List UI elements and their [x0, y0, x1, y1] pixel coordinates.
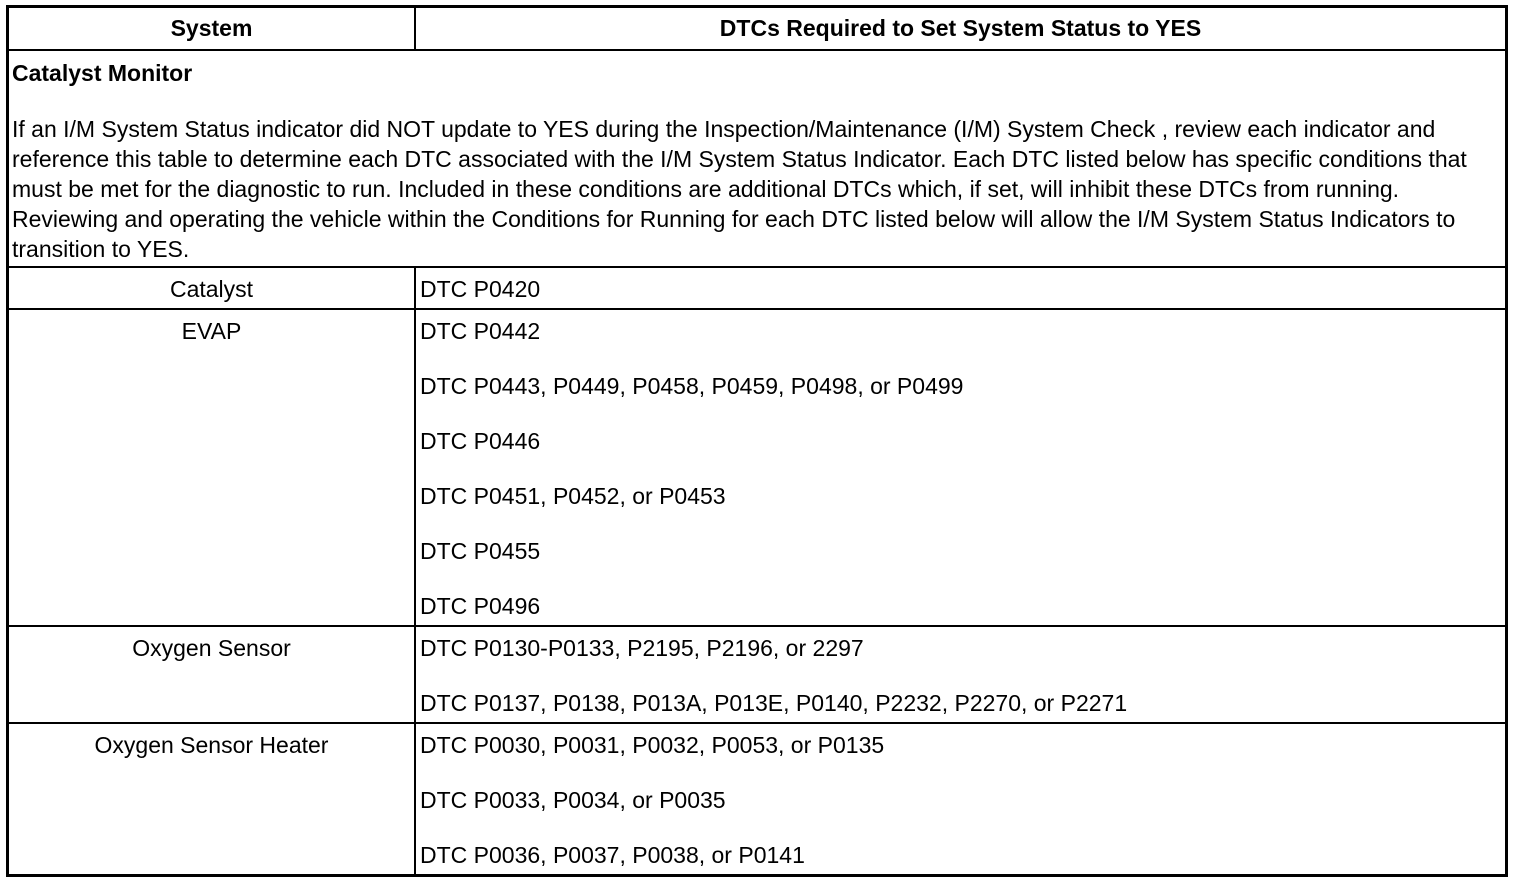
header-rule — [9, 49, 1505, 51]
section-rule — [9, 266, 1505, 268]
row-system-oxygen-sensor-heater: Oxygen Sensor Heater — [94, 732, 329, 758]
dtc-entry: DTC P0033, P0034, or P0035 — [420, 787, 726, 813]
row-system-catalyst: Catalyst — [169, 276, 254, 302]
dtc-entry: DTC P0496 — [420, 593, 541, 619]
section-title: Catalyst Monitor — [12, 60, 193, 86]
dtc-table — [6, 5, 1508, 877]
dtc-entry: DTC P0443, P0449, P0458, P0459, P0498, or P0499 — [420, 373, 964, 399]
row-rule — [9, 625, 1505, 627]
header-dtcs: DTCs Required to Set System Status to YES — [719, 15, 1202, 41]
section-body: If an I/M System Status indicator did NOT update to YES during the Inspection/Maintenance (I/M) System Check , review each indicator and reference this table to determine each DTC associated with the I/M System Status Indicator. Each DTC listed below has specific conditions that must be met for the diagnostic to run. Included in these conditions are additional DTCs which, if set, will inhibit these DTCs from running. Reviewing and operating the vehicle within the Conditions for Running for each DTC listed below will allow the I/M System Status Indicators to transition to YES. — [12, 116, 1467, 262]
dtc-entry: DTC P0442 — [420, 318, 541, 344]
row-system-oxygen-sensor: Oxygen Sensor — [132, 635, 291, 661]
dtc-entry: DTC P0455 — [420, 538, 541, 564]
dtc-entry: DTC P0420 — [420, 276, 541, 302]
header-system: System — [170, 15, 253, 41]
dtc-entry: DTC P0451, P0452, or P0453 — [420, 483, 726, 509]
dtc-entry: DTC P0030, P0031, P0032, P0053, or P0135 — [420, 732, 885, 758]
column-divider — [414, 266, 416, 874]
row-rule — [9, 722, 1505, 724]
dtc-entry: DTC P0036, P0037, P0038, or P0141 — [420, 842, 805, 868]
row-system-evap: EVAP — [181, 318, 242, 344]
dtc-entry: DTC P0137, P0138, P013A, P013E, P0140, P2232, P2270, or P2271 — [420, 690, 1128, 716]
row-rule — [9, 308, 1505, 310]
dtc-entry: DTC P0130-P0133, P2195, P2196, or 2297 — [420, 635, 864, 661]
dtc-entry: DTC P0446 — [420, 428, 541, 454]
